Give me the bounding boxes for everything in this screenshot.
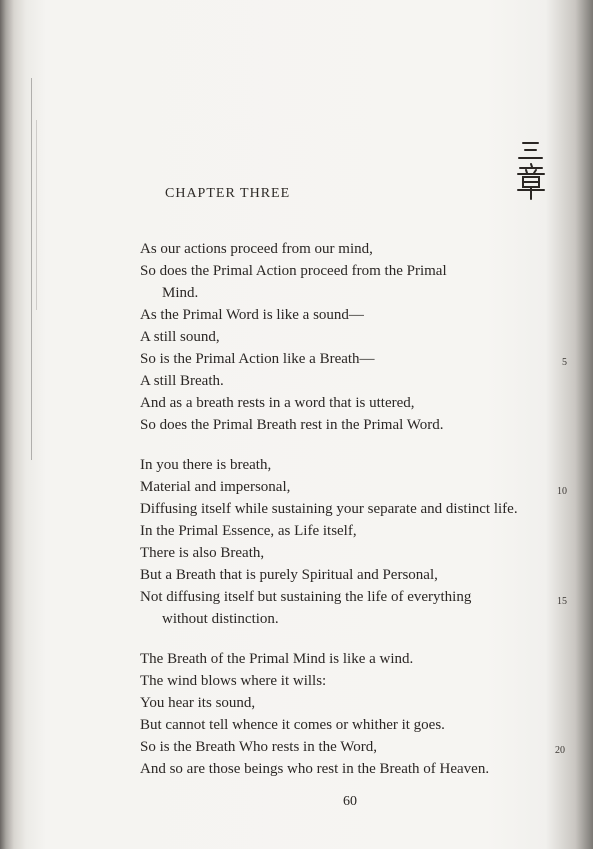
- verse-line: So does the Primal Breath rest in the Primal Word.: [140, 417, 444, 433]
- verse-line: The Breath of the Primal Mind is like a wind.: [140, 651, 414, 667]
- verse-line: So is the Primal Action like a Breath—: [140, 351, 375, 367]
- verse-line: A still Breath.: [140, 373, 224, 389]
- verse-line: In the Primal Essence, as Life itself,: [140, 523, 357, 539]
- verse-line: without distinction.: [162, 611, 279, 627]
- verse-line: Diffusing itself while sustaining your separate and distinct life.: [140, 501, 518, 517]
- verse-line: So is the Breath Who rests in the Word,: [140, 739, 377, 755]
- verse-line: A still sound,: [140, 329, 220, 345]
- line-number: 20: [555, 745, 565, 756]
- verse-line: Material and impersonal,: [140, 479, 291, 495]
- chapter-title: CHAPTER THREE: [165, 186, 291, 201]
- verse-line: And as a breath rests in a word that is uttered,: [140, 395, 415, 411]
- verse-line: You hear its sound,: [140, 695, 256, 711]
- gutter-shadow-line: [36, 120, 37, 310]
- verse-line: So does the Primal Action proceed from the Primal: [140, 263, 447, 279]
- page-number: 60: [343, 794, 357, 809]
- line-number: 15: [557, 596, 567, 607]
- verse-line: The wind blows where it wills:: [140, 673, 327, 689]
- verse-line: In you there is breath,: [140, 457, 272, 473]
- verse-line: As our actions proceed from our mind,: [140, 241, 373, 257]
- line-number: 5: [562, 357, 567, 368]
- verse-line: Not diffusing itself but sustaining the life of everything: [140, 589, 472, 605]
- line-number: 10: [557, 486, 567, 497]
- verse-line: And so are those beings who rest in the Breath of Heaven.: [140, 761, 490, 777]
- gutter-shadow-line: [31, 78, 32, 460]
- verse-line: Mind.: [162, 285, 199, 301]
- verse-line: But cannot tell whence it comes or whither it goes.: [140, 717, 445, 733]
- chinese-chapter-heading: [514, 138, 548, 200]
- verse-line: But a Breath that is purely Spiritual and Personal,: [140, 567, 438, 583]
- verse-line: As the Primal Word is like a sound—: [140, 307, 364, 323]
- verse-line: There is also Breath,: [140, 545, 265, 561]
